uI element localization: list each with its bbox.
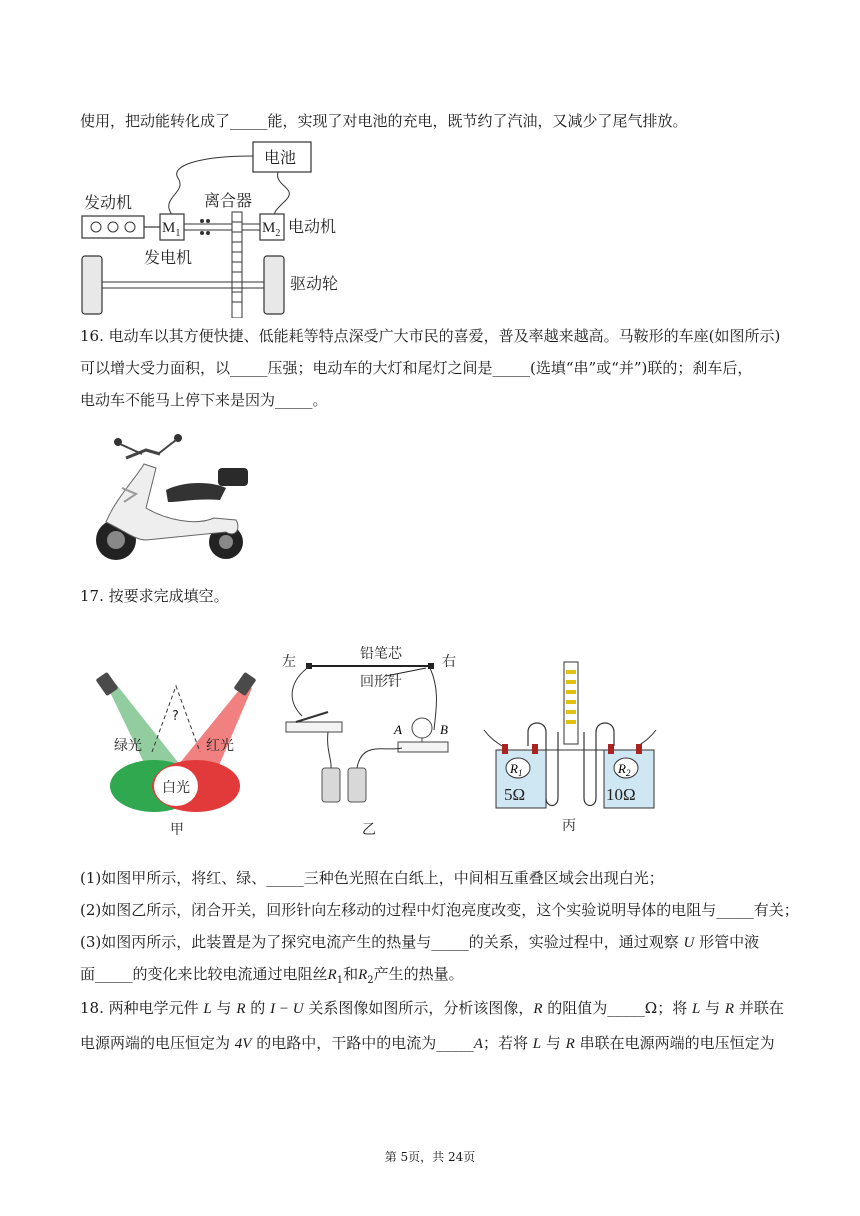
clutch-label: 离合器 [204,191,253,210]
figure-c-caption: 丙 [562,818,576,834]
engine-label: 发动机 [84,193,133,212]
r2-value: 10Ω [606,785,636,804]
white-light-label: 白光 [162,780,190,796]
paperclip-label: 回形针 [360,674,402,690]
hybrid-drive-diagram [78,138,368,318]
r1-subscript: 1 [517,768,523,778]
q17-item3-line2: 面_____的变化来比较电流通过电阻丝$R_1$和$R_2$产生的热量。 [80,965,464,986]
generator-label: 发电机 [144,248,193,267]
m2-letter: M [262,220,276,236]
electric-scooter-image [86,428,252,564]
q15-tail-text: 使用，把动能转化成了_____能，实现了对电池的充电，既节约了汽油，又减少了尾气排放。 [80,112,688,130]
q16-line1: 16. 电动车以其方便快捷、低能耗等特点深受广大市民的喜爱，普及率越来越高。马鞍形的车座(如图所示) [80,327,781,345]
r1-value: 5Ω [504,785,526,804]
r1-letter: R [510,761,518,776]
m1-subscript: 1 [175,228,181,239]
m1-letter: M [162,220,176,236]
pencil-lead-circuit-figure [276,640,466,840]
battery-label: 电池 [264,148,297,167]
q17-item1: (1)如图甲所示，将红、绿、_____三种色光照在白纸上，中间相互重叠区域会出现白光； [80,869,664,887]
r2-subscript: 2 [625,768,631,778]
q17-item3-line1: (3)如图丙所示，此装置是为了探究电流产生的热量与_____的关系，实验过程中，通过观察 U 形管中液 [80,933,760,951]
green-light-label: 绿光 [114,738,142,754]
r2-letter: R [618,761,626,776]
drive-wheel-label: 驱动轮 [290,274,339,293]
figure-b-caption: 乙 [362,822,376,838]
m2-subscript: 2 [275,228,281,239]
red-light-label: 红光 [206,738,234,754]
color-mixing-figure [96,668,256,838]
q16-line3: 电动车不能马上停下来是因为_____。 [80,391,328,409]
q17-item2: (2)如图乙所示，闭合开关，回形针向左移动的过程中灯泡亮度改变，这个实验说明导体的电阻与_____有关； [80,901,799,919]
pencil-lead-label: 铅笔芯 [360,646,402,662]
q17-title: 17. 按要求完成填空。 [80,587,229,605]
question-mark: ? [172,709,179,724]
motor-label: 电动机 [288,217,337,236]
q18-line1: 18. 两种电学元件 L 与 R 的 I − U 关系图像如图所示，分析该图像，R 的阻值为_____Ω；将 L 与 R 并联在 [80,999,784,1017]
page-footer: 第 5页，共 24页 [384,1150,476,1164]
q16-line2: 可以增大受力面积，以_____压强；电动车的大灯和尾灯之间是_____(选填“串”或“并”)联的；刹车后， [80,359,753,377]
joule-heating-figure [480,658,660,838]
terminal-b-label: B [440,722,448,737]
q18-line2: 电源两端的电压恒定为 4V 的电路中，干路中的电流为_____A；若将 L 与 R 串联在电源两端的电压恒定为 [80,1034,775,1052]
right-label: 右 [442,654,456,670]
terminal-a-label: A [394,722,402,737]
figure-a-caption: 甲 [170,822,184,838]
left-label: 左 [282,654,296,670]
